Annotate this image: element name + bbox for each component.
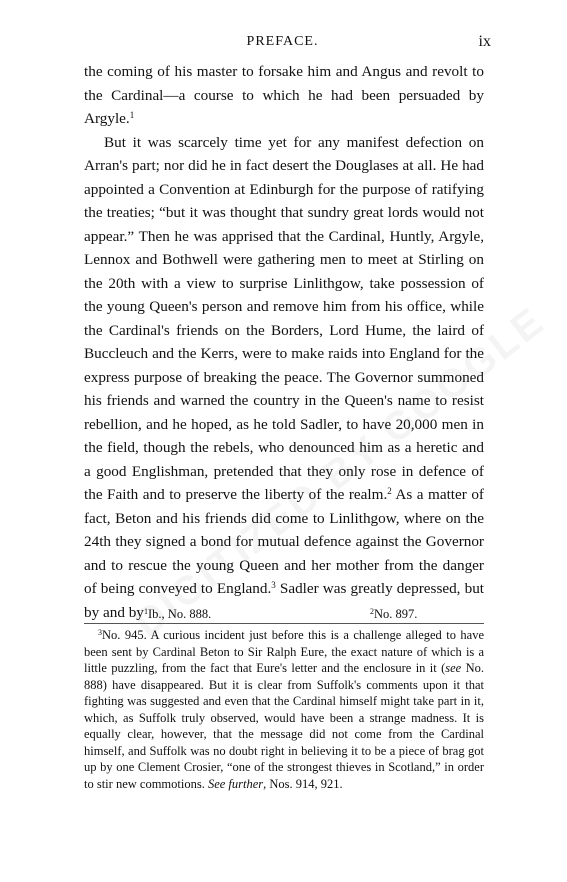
footnote-3-see-further: See further <box>207 776 264 791</box>
footnote-3-text <box>84 627 484 792</box>
footnote-1-text: Ib., No. 888. <box>148 607 212 621</box>
footnote-3-text-b: No. 888) have disappeared. But it is clear from Suffolk's comments upon it that fighting was suggested and even that the Cardinal himself might take part in it, which, as Suffolk truly observed, would have been a strange madness. It is equally clear, however, that the message did not come from the Cardinal himself, and Suffolk was no doubt right in believing it to be a piece of brag got up by one Clement Crosier, “one of the strongest thieves in Scotland,” in order to stir new commotions. <box>84 661 484 791</box>
footnote-ref-3: 3 <box>271 580 276 590</box>
footnote-3-text-c: , Nos. 914, 921. <box>263 776 343 791</box>
page-number: ix <box>478 33 491 50</box>
main-text <box>84 60 484 624</box>
footnote-3-see: see <box>445 661 462 675</box>
footnote-divider <box>84 623 484 624</box>
footnote-2-mark: 2 <box>370 607 374 616</box>
footnote-ref-1: 1 <box>129 110 135 120</box>
running-title: PREFACE. <box>246 34 319 49</box>
paragraph-2-text-c: Sadler was greatly depressed, but by and by <box>84 580 485 621</box>
paragraph-1-text: the coming of his master to forsake him and Angus and revolt to the Cardinal—a course to which he had been persuaded by Argyle. <box>84 63 484 127</box>
footnote-3-mark: 3 <box>98 628 102 637</box>
short-footnotes <box>84 607 484 623</box>
footnote-3 <box>84 627 484 792</box>
paragraph-2-text-b: As a matter of fact, Beton and his friends did come to Linlithgow, where on the 24th they signed a bond for mutual defence against the Governor and to rescue the young Queen and her mother from the danger of being conveyed to England. <box>84 486 484 597</box>
footnote-ref-2: 2 <box>387 486 392 496</box>
page-header <box>80 33 491 54</box>
footnote-2 <box>370 607 417 622</box>
paragraph-2-text-a: But it was scarcely time yet for any manifest defection on Arran's part; nor did he in fact desert the Douglases at all. He had appointed a Convention at Edinburgh for the purpose of ratifying the treaties; “but it was thought that sundry great lords would not appear.” Then he was apprised that the Cardinal, Huntly, Argyle, Lennox and Bothwell were gathering men to meet at Stirling on the 20th with a view to surprise Linlithgow, take possession of the young Queen's person and remove him from his office, while the Cardinal's friends on the Borders, Lord Hume, the laird of Buccleuch and the Kerrs, were to make raids into England for the express purpose of breaking the peace. The Governor summoned his friends and warned the country in the Queen's name to resist rebellion, and he hoped, as he told Sadler, to have 20,000 men in the field, though the rebels, who denounced him as a heretic and a good Englishman, pretended that they only rose in defence of the Faith and to preserve the liberty of the realm. <box>84 133 484 503</box>
footnote-3-text-a: No. 945. A curious incident just before this is a challenge alleged to have been sent by Cardinal Beton to Sir Ralph Eure, the exact nature of which is a little puzzling, from the fact that Eure's letter and the enclosure in it ( <box>84 628 484 675</box>
footnote-1-mark: 1 <box>144 607 148 616</box>
footnote-2-text: No. 897. <box>374 607 418 621</box>
footnote-1 <box>144 607 211 622</box>
paragraph-1 <box>84 60 484 131</box>
paragraph-2 <box>84 131 484 625</box>
